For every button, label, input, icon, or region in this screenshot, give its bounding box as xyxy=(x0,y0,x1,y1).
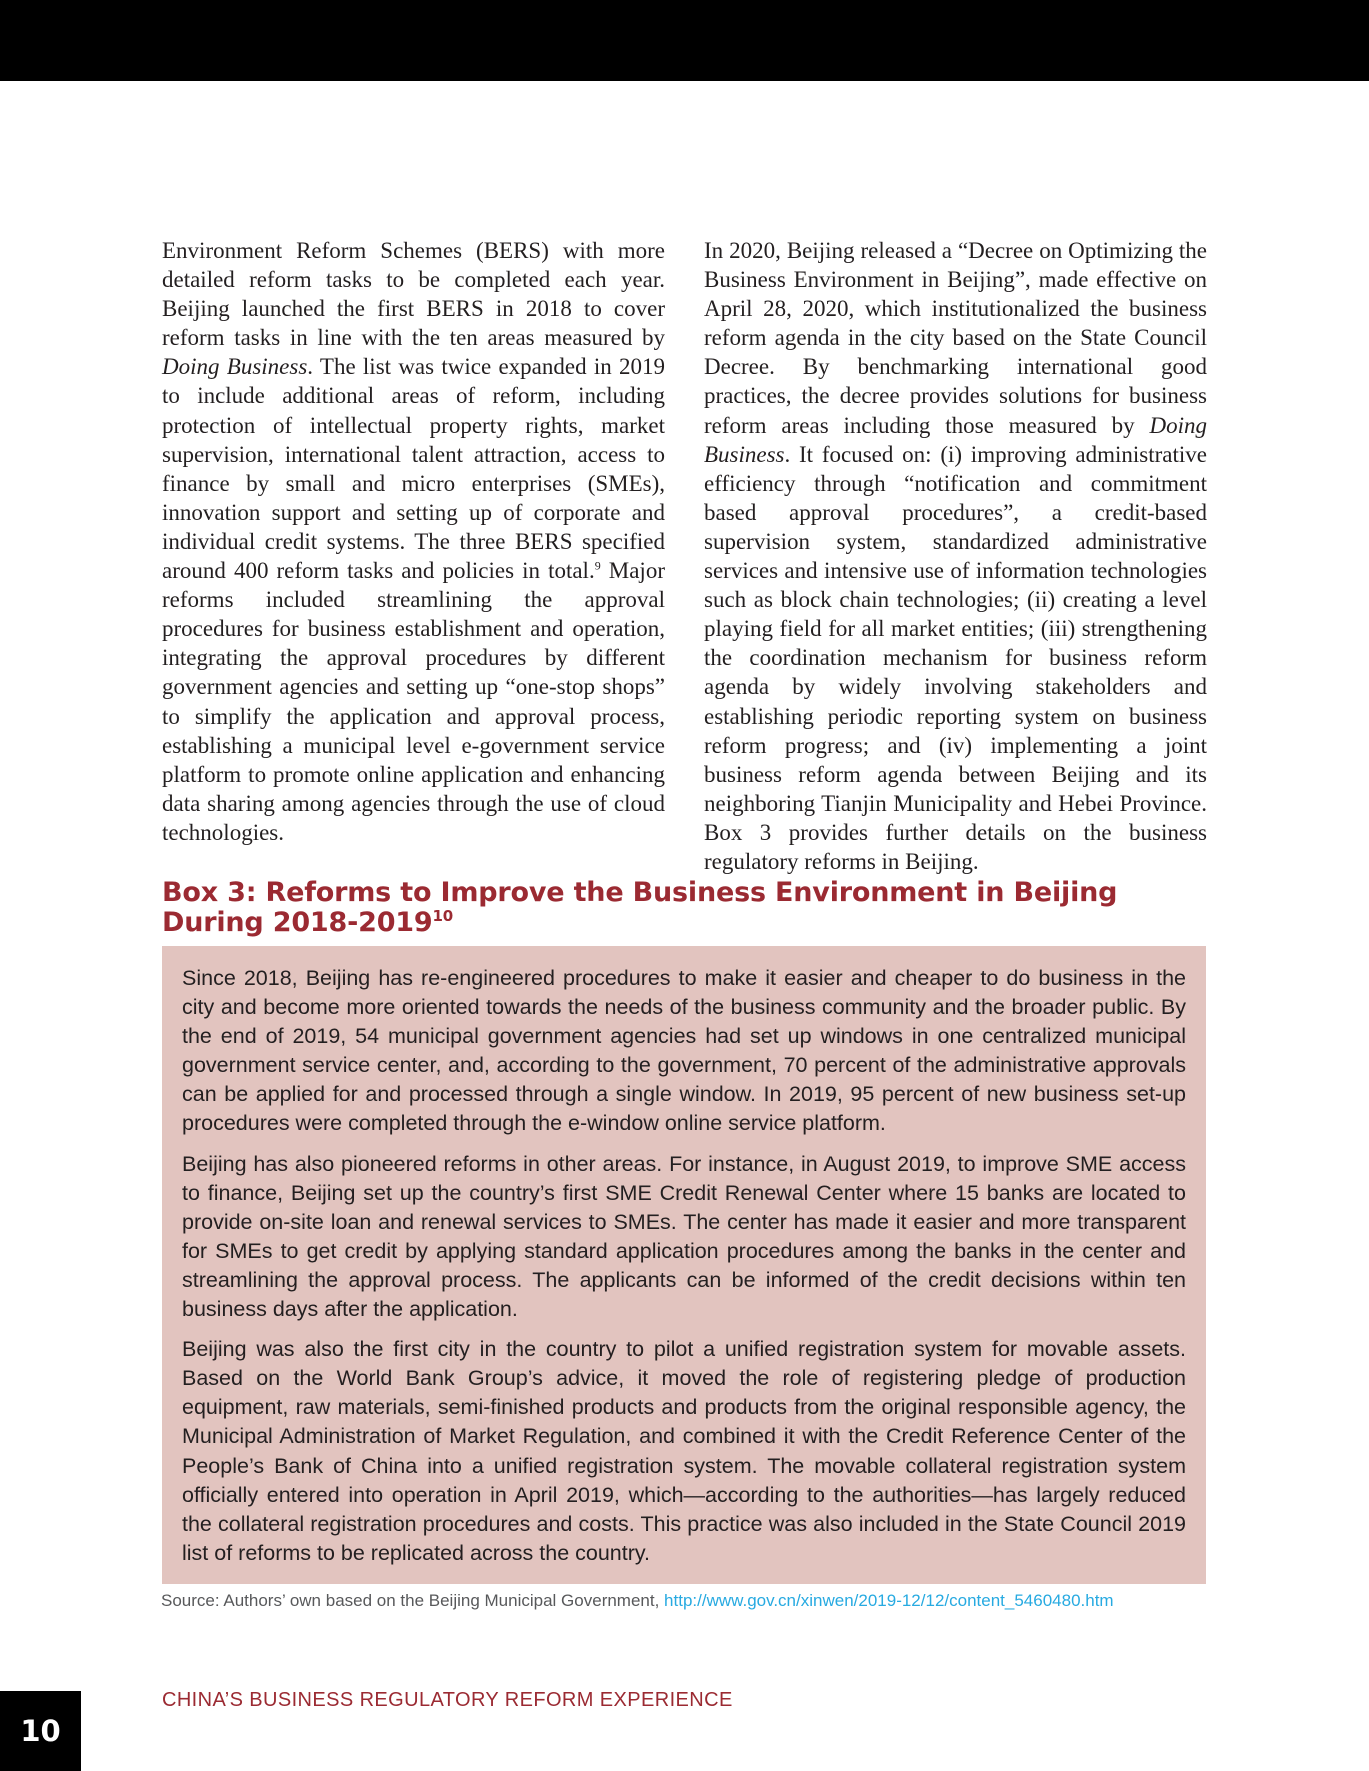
left-text-column xyxy=(162,236,665,847)
footer-publication-title: CHINA’S BUSINESS REGULATORY REFORM EXPERIENCE xyxy=(162,1689,733,1711)
page-number: 10 xyxy=(20,1714,61,1748)
box-paragraph: Beijing was also the first city in the country to pilot a unified registration system for movable assets. Based on the World Bank Group’s advice, it moved the role of registering pledge of production equipment, raw materials, semi-finished products and products from the original responsible agency, the Municipal Administration of Market Regulation, and combined it with the Credit Reference Center of the People’s Bank of China into a unified registration system. The movable collateral registration system officially entered into operation in April 2019, which—according to the authorities—has largely reduced the collateral registration procedures and costs. This practice was also included in the State Council 2019 list of reforms to be replicated across the country. xyxy=(182,1337,1186,1565)
box-3-heading: Box 3: Reforms to Improve the Business Environment in Beijing During 2018-2019$^{10}$ xyxy=(162,877,1118,938)
doing-business-title: Doing Business xyxy=(162,354,308,380)
top-header-bar xyxy=(0,0,1369,81)
source-link[interactable]: http://www.gov.cn/xinwen/2019-12/12/content_5460480.htm xyxy=(664,1591,1114,1610)
footnote-ref-10[interactable]: 10 xyxy=(432,907,453,925)
footnote-ref-9[interactable]: 9 xyxy=(594,558,601,573)
left-paragraph: Environment Reform Schemes (BERS) with more detailed reform tasks to be completed each year. Beijing launched the first BERS in 2018 to cover reform tasks in line with the ten areas measured by Doing Business. The list was twice expanded in 2019 to include additional areas of reform, including protection of intellectual property rights, market supervision, international talent attraction, access to finance by small and micro enterprises (SMEs), innovation support and setting up of corporate and individual credit systems. The three BERS specified around 400 reform tasks and policies in total.$^9$ Major reforms included streamlining the approval procedures for business establishment and operation, integrating the approval procedures by different government agencies and setting up “one-stop shops” to simplify the application and approval process, establishing a municipal level e-government service platform to promote online application and enhancing data sharing among agencies through the use of cloud technologies. xyxy=(162,238,666,845)
box-3-body xyxy=(182,964,1186,1579)
box-paragraph: Since 2018, Beijing has re-engineered procedures to make it easier and cheaper to do business in the city and become more oriented towards the needs of the business community and the broader public. By the end of 2019, 54 municipal government agencies had set up windows in one centralized municipal government service center, and, according to the government, 70 percent of the administrative approvals can be applied for and processed through a single window. In 2019, 95 percent of new business set-up procedures were completed through the e-window online service platform. xyxy=(182,966,1186,1136)
right-text-column xyxy=(704,236,1207,876)
box-paragraph: Beijing has also pioneered reforms in other areas. For instance, in August 2019, to improve SME access to finance, Beijing set up the country’s first SME Credit Renewal Center where 15 banks are located to provide on-site loan and renewal services to SMEs. The center has made it easier and more transparent for SMEs to get credit by applying standard application procedures among the banks in the center and streamlining the approval process. The applicants can be informed of the credit decisions within ten business days after the application. xyxy=(182,1151,1186,1322)
source-note: Source: Authors’ own based on the Beijing Municipal Government, http://www.gov.cn/xinwen/2019-12/12/content_5460480.htm xyxy=(161,1591,1114,1610)
doing-business-title: Doing Business xyxy=(704,412,1207,467)
right-paragraph: In 2020, Beijing released a “Decree on Optimizing the Business Environment in Beijing”, made effective on April 28, 2020, which institutionalized the business reform agenda in the city based on the State Council Decree. By benchmarking international good practices, the decree provides solutions for business reform areas including those measured by Doing Business. It focused on: (i) improving administrative efficiency through “notification and commitment based approval procedures”, a credit-based supervision system, standardized administrative services and intensive use of information technologies such as block chain technologies; (ii) creating a level playing field for all market entities; (iii) strengthening the coordination mechanism for business reform agenda by widely involving stakeholders and establishing periodic reporting system on business reform progress; and (iv) implementing a joint business reform agenda between Beijing and its neighboring Tianjin Municipality and Hebei Province. Box 3 provides further details on the business regulatory reforms in Beijing. xyxy=(704,238,1207,874)
